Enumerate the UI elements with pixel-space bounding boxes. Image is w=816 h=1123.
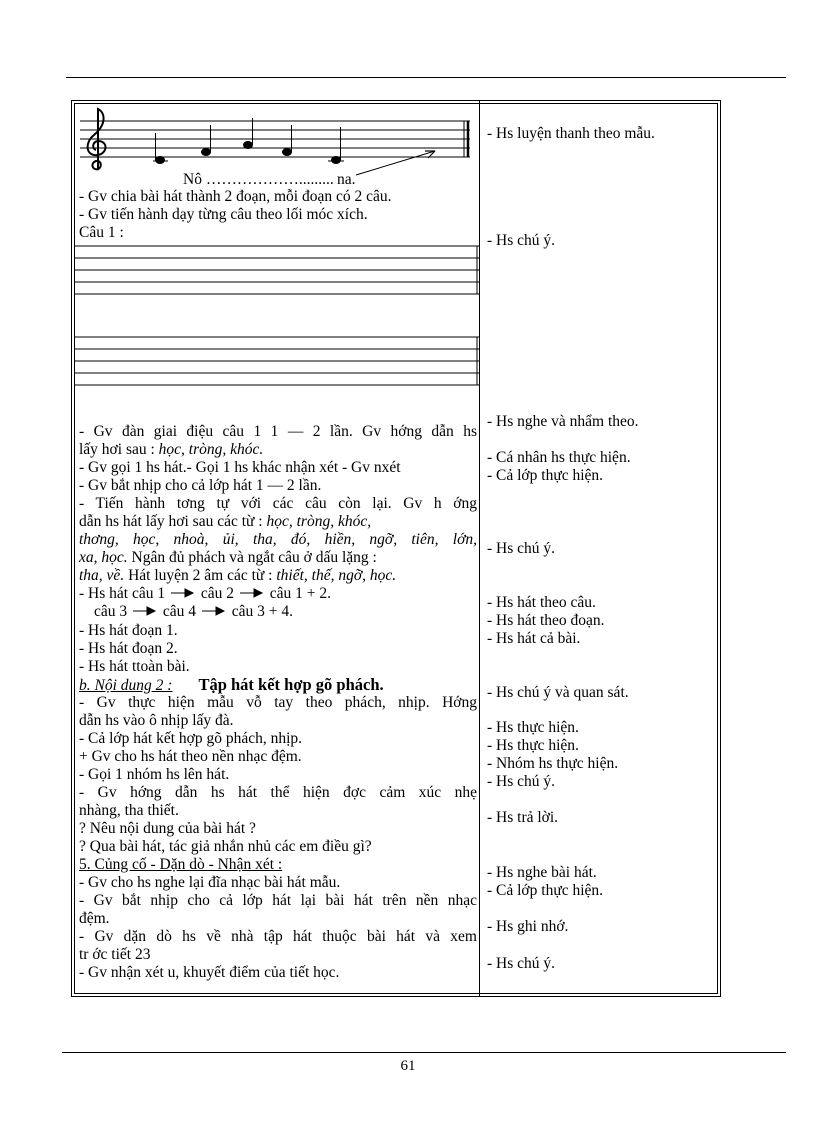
arrow-icon: [356, 151, 435, 175]
seq2-c: câu 3 + 4.: [231, 603, 294, 620]
p1b-text: lấy hơi sau :: [79, 441, 159, 458]
header-rule: [66, 77, 786, 78]
p4a: - Tiến hành tơng tự với các câu còn lại. Gv h ớng: [79, 495, 477, 512]
n5b: nhàng, tha thiết.: [79, 802, 179, 819]
intro-line-2: - Gv tiến hành dạy từng câu theo lối móc xích.: [79, 206, 368, 223]
intro-line-3: Câu 1 :: [79, 224, 124, 241]
right-line: - Cả lớp thực hiện.: [487, 467, 604, 484]
n2: - Cả lớp hát kết hợp gõ phách, nhịp.: [79, 730, 303, 747]
right-line: - Hs ghi nhớ.: [487, 918, 569, 935]
p4d-italic: xa, học.: [79, 549, 128, 566]
nd2-heading: [79, 676, 477, 695]
sequence-2: [94, 603, 492, 621]
seq1-c: câu 1 + 2.: [269, 585, 331, 602]
note-head: [283, 149, 292, 156]
right-line: - Hs chú ý.: [487, 955, 556, 972]
p4d: [79, 549, 477, 567]
nd2-title: Tập hát kết hợp gõ phách.: [198, 675, 384, 694]
p1a: - Gv đàn giai điệu câu 1 1 — 2 lần. Gv hớng dẫn hs: [79, 423, 477, 440]
right-arrow-icon: [169, 588, 197, 598]
right-line: - Hs chú ý.: [487, 232, 556, 249]
s1: - Hs hát đoạn 1.: [79, 622, 178, 639]
column-divider: [479, 101, 480, 996]
right-line: - Nhóm hs thực hiện.: [487, 755, 619, 772]
n3: + Gv cho hs hát theo nền nhạc đệm.: [79, 748, 302, 765]
p4d-text: Ngân đủ phách và ngắt câu ở dấu lặng :: [127, 549, 377, 566]
n4: - Gọi 1 nhóm hs lên hát.: [79, 766, 230, 783]
c4: - Gv nhận xét u, khuyết điểm của tiết học.: [79, 964, 340, 981]
right-line: - Cả lớp thực hiện.: [487, 882, 604, 899]
q2: ? Qua bài hát, tác giả nhắn nhủ các em điều gì?: [79, 838, 372, 855]
p3: - Gv bắt nhịp cho cả lớp hát 1 — 2 lần.: [79, 477, 322, 494]
blank-staff: [75, 245, 480, 395]
note-head: [202, 149, 211, 156]
right-line: - Cá nhân hs thực hiện.: [487, 449, 631, 466]
c3a: - Gv dặn dò hs về nhà tập hát thuộc bài hát và xem: [79, 928, 477, 945]
n1a: - Gv thực hiện mẫu vỗ tay theo phách, nhịp. Hớng: [79, 694, 477, 711]
note-head: [332, 157, 341, 164]
right-line: - Hs hát theo đoạn.: [487, 612, 605, 629]
right-line: - Hs chú ý.: [487, 540, 556, 557]
warmup-label-na: na.: [337, 171, 356, 188]
p4e: [79, 567, 477, 585]
p1b-italic: học, tròng, khóc.: [158, 441, 264, 458]
right-line: - Hs trả lời.: [487, 809, 559, 826]
c2b: đệm.: [79, 910, 110, 927]
seq1-a: - Hs hát câu 1: [79, 585, 166, 602]
note-head: [244, 142, 253, 149]
right-line: - Hs nghe và nhẩm theo.: [487, 413, 639, 430]
c-label: 5. Củng cố - Dặn dò - Nhận xét :: [79, 856, 283, 873]
c2a: - Gv bắt nhịp cho cả lớp hát lại bài hát trên nền nhạc: [79, 892, 477, 909]
right-arrow-icon: [238, 588, 266, 598]
intro-line-1: - Gv chia bài hát thành 2 đoạn, mỗi đoạn có 2 câu.: [79, 188, 392, 205]
right-line: - Hs nghe bài hát.: [487, 864, 597, 881]
page-number: 61: [400, 1058, 416, 1074]
right-line: - Hs chú ý.: [487, 773, 556, 790]
right-line: - Hs hát theo câu.: [487, 594, 596, 611]
s2: - Hs hát đoạn 2.: [79, 640, 178, 657]
p4e-text: Hát luyện 2 âm các từ :: [124, 567, 277, 584]
p4c: thơng, học, nhoà, ủi, tha, đó, hiền, ngỡ, tiên, lớn,: [79, 531, 477, 548]
p4e-italic-2: thiết, thế, ngỡ, học.: [276, 567, 397, 584]
right-arrow-icon: [200, 606, 228, 616]
nd2-label: b. Nội dung 2 :: [79, 677, 173, 694]
note-head: [156, 157, 165, 164]
s3: - Hs hát ttoàn bài.: [79, 658, 190, 675]
right-arrow-icon: [131, 606, 159, 616]
p4b-text: dẫn hs hát lấy hơi sau các từ :: [79, 513, 267, 530]
sequence-1: [79, 585, 477, 603]
right-line: - Hs hát cả bài.: [487, 630, 581, 647]
p4e-italic-1: tha, về.: [79, 567, 125, 584]
right-line: - Hs luyện thanh theo mẫu.: [487, 125, 655, 142]
warmup-label-no: Nô ……………….........: [183, 171, 334, 188]
q1: ? Nêu nội dung của bài hát ?: [79, 820, 256, 837]
c1: - Gv cho hs nghe lại đĩa nhạc bài hát mẫu.: [79, 874, 341, 891]
right-line: - Hs thực hiện.: [487, 737, 579, 754]
seq2-a: câu 3: [94, 603, 128, 620]
n1b: dẫn hs vào ô nhịp lấy đà.: [79, 712, 234, 729]
seq1-b: câu 2: [200, 585, 234, 602]
seq2-b: câu 4: [162, 603, 197, 620]
p4b: [79, 513, 477, 531]
n5a: - Gv hớng dẫn hs hát thể hiện đợc cảm xúc nhẹ: [79, 784, 477, 801]
p4b-italic: học, tròng, khóc,: [266, 513, 372, 530]
p1b: [79, 441, 477, 459]
p2: - Gv gọi 1 hs hát.- Gọi 1 hs khác nhận xét - Gv nxét: [79, 459, 401, 476]
right-line: - Hs chú ý và quan sát.: [487, 684, 629, 701]
c3b: tr ớc tiết 23: [79, 946, 151, 963]
right-line: - Hs thực hiện.: [487, 719, 579, 736]
footer-rule: [62, 1052, 786, 1053]
